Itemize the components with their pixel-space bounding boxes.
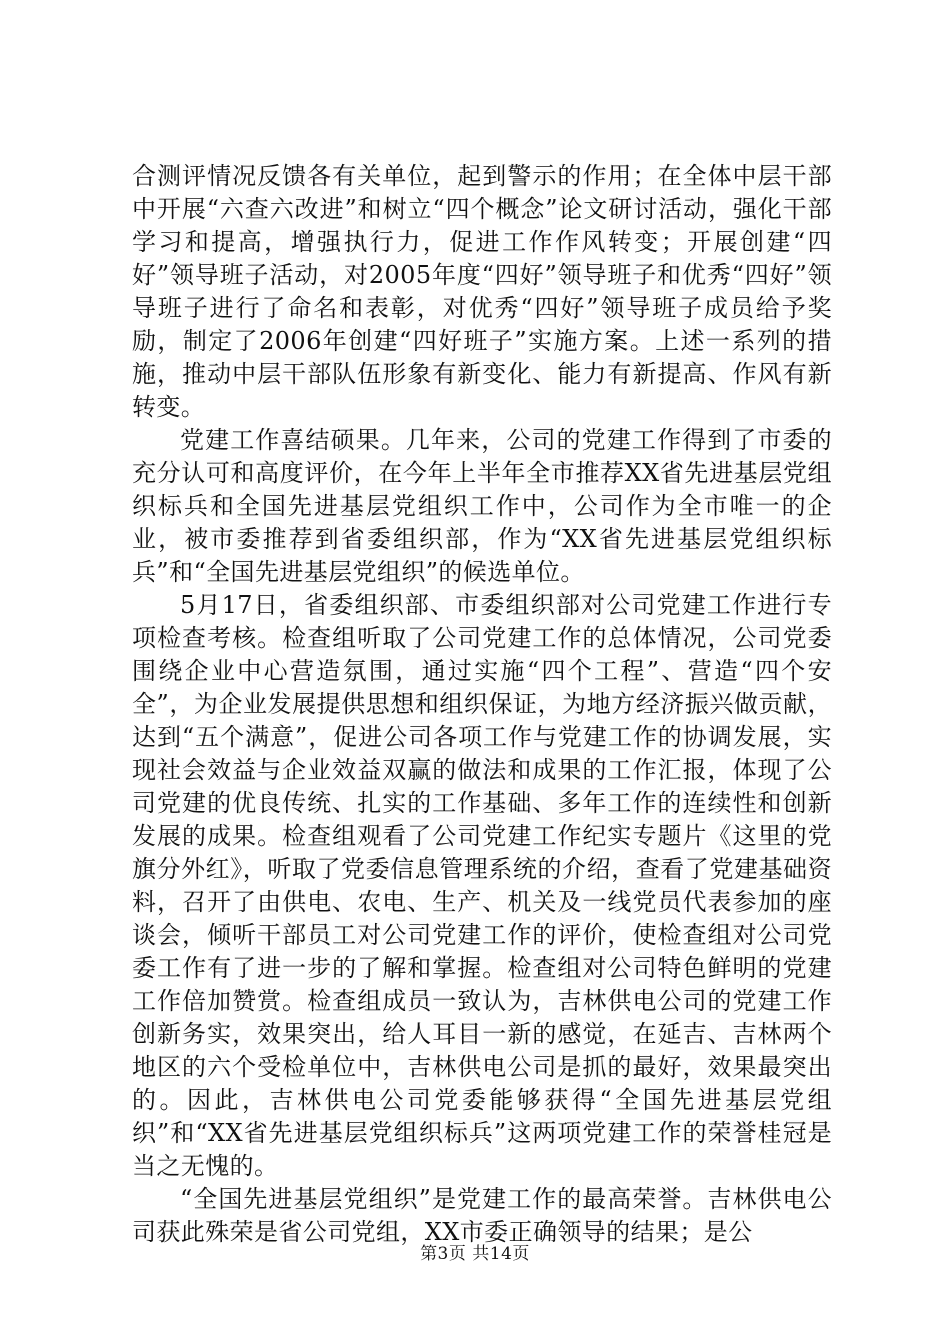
paragraph-continuation: 合测评情况反馈各有关单位，起到警示的作用；在全体中层干部中开展“六查六改进”和树立“四个概念”论文研讨活动，强化干部学习和提高，增强执行力，促进工作作风转变；开展创建“四好”领导班子活动，对2005年度“四好”领导班子和优秀“四好”领导班子进行了命名和表彰，对优秀“四好”领导班子成员给予奖励，制定了2006年创建“四好班子”实施方案。上述一系列的措施，推动中层干部队伍形象有新变化、能力有新提高、作风有新转变。 (132, 162, 832, 421)
paragraph-honor: “全国先进基层党组织”是党建工作的最高荣誉。吉林供电公司获此殊荣是省公司党组，XX市委正确领导的结果；是公 (132, 1185, 832, 1246)
page-footer: 第3页 共14页 (420, 1244, 530, 1264)
paragraph-party-achievements: 党建工作喜结硕果。几年来，公司的党建工作得到了市委的充分认可和高度评价，在今年上半年全市推荐XX省先进基层党组织标兵和全国先进基层党组织工作中，公司作为全市唯一的企业，被市委推荐到省委组织部，作为“XX省先进基层党组织标兵”和“全国先进基层党组织”的候选单位。 (132, 426, 832, 586)
paragraph-inspection: 5月17日，省委组织部、市委组织部对公司党建工作进行专项检查考核。检查组听取了公司党建工作的总体情况，公司党委围绕企业中心营造氛围，通过实施“四个工程”、营造“四个安全”，为企业发展提供思想和组织保证，为地方经济振兴做贡献，达到“五个满意”，促进公司各项工作与党建工作的协调发展，实现社会效益与企业效益双赢的做法和成果的工作汇报，体现了公司党建的优良传统、扎实的工作基础、多年工作的连续性和创新发展的成果。检查组观看了公司党建工作纪实专题片《这里的党旗分外红》，听取了党委信息管理系统的介绍，查看了党建基础资料，召开了由供电、农电、生产、机关及一线党员代表参加的座谈会，倾听干部员工对公司党建工作的评价，使检查组对公司党委工作有了进一步的了解和掌握。检查组对公司特色鲜明的党建工作倍加赞赏。检查组成员一致认为，吉林供电公司的党建工作创新务实，效果突出，给人耳目一新的感觉，在延吉、吉林两个地区的六个受检单位中，吉林供电公司是抓的最好，效果最突出的。因此，吉林供电公司党委能够获得“全国先进基层党组织”和“XX省先进基层党组织标兵”这两项党建工作的荣誉桂冠是当之无愧的。 (132, 591, 832, 1180)
document-body (132, 160, 832, 1249)
